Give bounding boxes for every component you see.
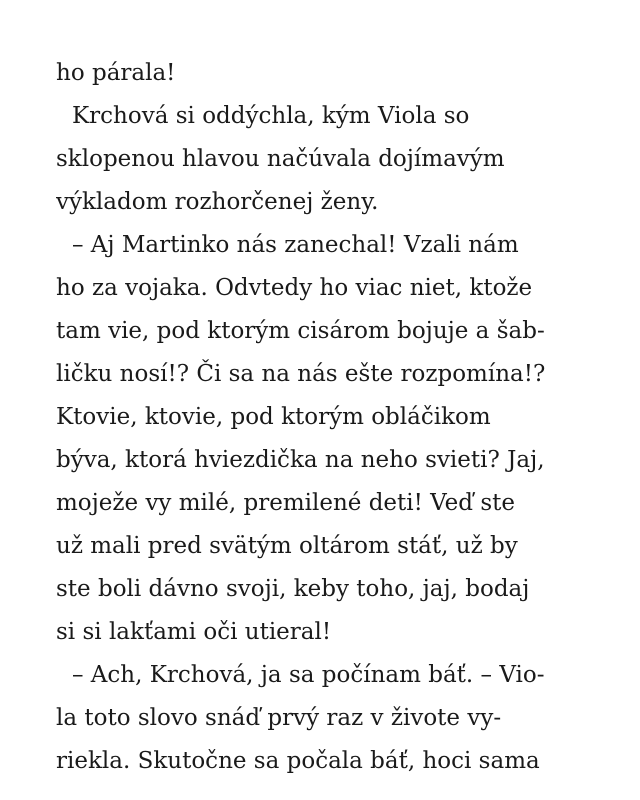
text-line: – Ach, Krchová, ja sa počínam báť. – Vio- xyxy=(72,662,545,688)
text-line: výkladom rozhorčenej ženy. xyxy=(56,189,379,215)
text-line: ličku nosí!? Či sa na nás ešte rozpomína!? xyxy=(56,361,546,387)
text-line: sklopenou hlavou načúvala dojímavým xyxy=(56,146,505,172)
text-line: ste boli dávno svoji, keby toho, jaj, bodaj xyxy=(56,576,530,602)
book-page xyxy=(56,52,596,792)
text-line: ho za vojaka. Odvtedy ho viac niet, ktože xyxy=(56,275,533,301)
text-line: Krchová si oddýchla, kým Viola so xyxy=(72,103,470,129)
text-line: si si lakťami oči utieral! xyxy=(56,619,332,645)
text-line: tam vie, pod ktorým cisárom bojuje a šab- xyxy=(56,318,545,344)
text-line: už mali pred svätým oltárom stáť, už by xyxy=(56,533,518,559)
text-line: la toto slovo snáď prvý raz v živote vy- xyxy=(56,705,502,731)
text-line: moježe vy milé, premilené deti! Veď ste xyxy=(56,490,515,516)
text-line: – Aj Martinko nás zanechal! Vzali nám xyxy=(72,232,519,258)
text-line: Ktovie, ktovie, pod ktorým obláčikom xyxy=(56,404,491,430)
text-line: ho párala! xyxy=(56,60,176,86)
text-line: býva, ktorá hviezdička na neho svieti? Jaj, xyxy=(56,447,545,473)
text-line: riekla. Skutočne sa počala báť, hoci sama xyxy=(56,748,540,774)
